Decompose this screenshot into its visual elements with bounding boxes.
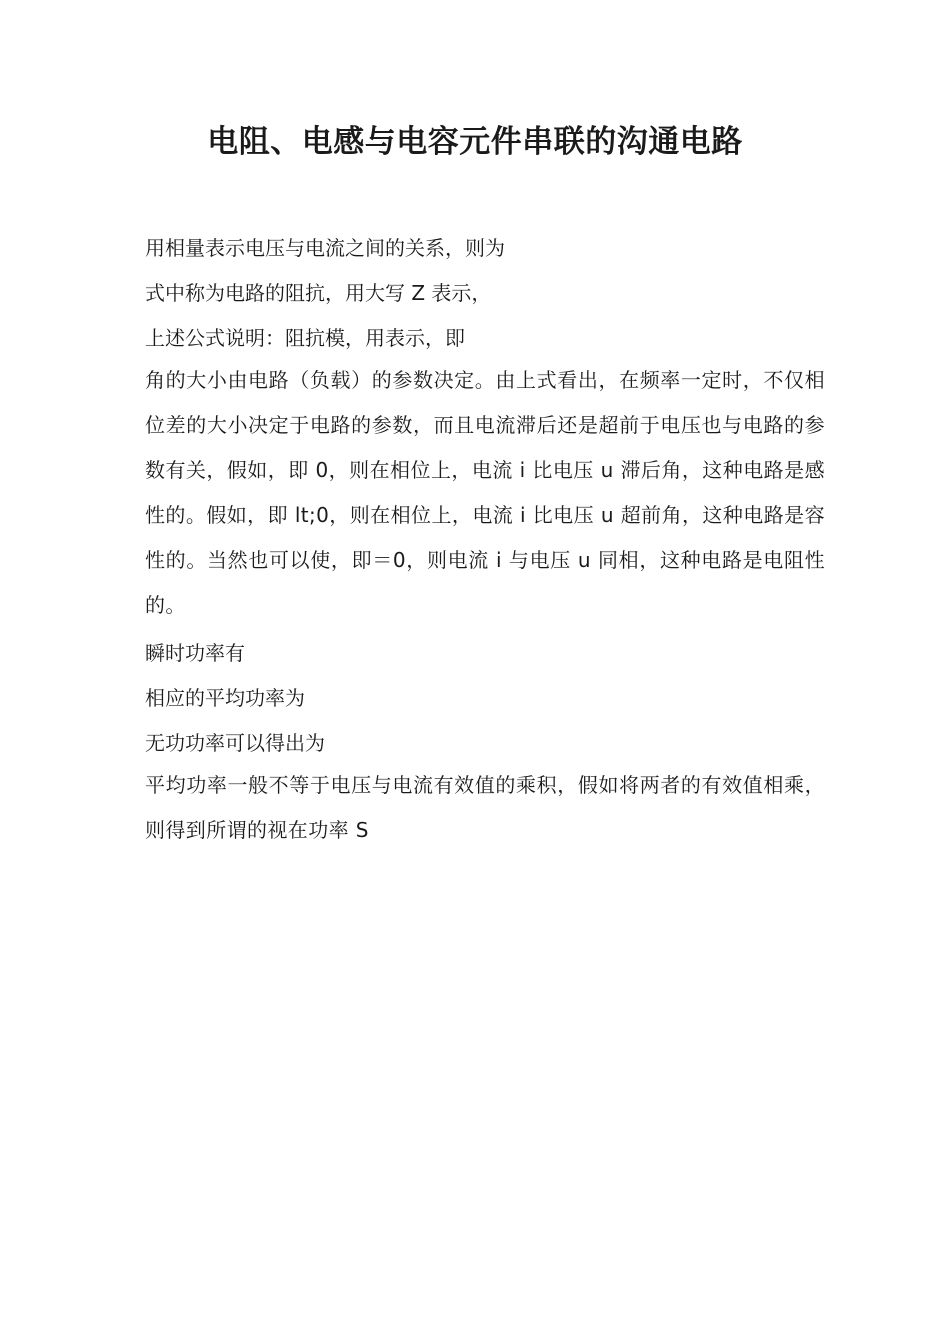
document-body	[145, 228, 825, 853]
paragraph-phase-angle: 角的大小由电路（负载）的参数决定。由上式看出，在频率一定时，不仅相位差的大小决定于电路的参数，而且电流滞后还是超前于电压也与电路的参数有关，假如，即 0，则在相位上，电流 i 比电压 u 滞后角，这种电路是感性的。假如，即 lt;0，则在相位上，电流 i 比电压 u 超前角，这种电路是容性的。当然也可以使，即＝0，则电流 i 与电压 u 同相，这种电路是电阻性的。	[145, 368, 825, 617]
text-line-instant-power: 瞬时功率有	[145, 641, 245, 665]
text-line-impedance-modulus: 上述公式说明：阻抗模，用表示，即	[145, 326, 465, 350]
paragraph-apparent-power: 平均功率一般不等于电压与电流有效值的乘积，假如将两者的有效值相乘，则得到所谓的视在功率 S	[145, 773, 825, 842]
text-line-relation: 用相量表示电压与电流之间的关系，则为	[145, 236, 505, 260]
text-line-average-power: 相应的平均功率为	[145, 686, 305, 710]
document-title: 电阻、电感与电容元件串联的沟通电路	[207, 124, 743, 160]
text-line-impedance: 式中称为电路的阻抗，用大写 Z 表示，	[145, 281, 492, 305]
text-line-reactive-power: 无功功率可以得出为	[145, 731, 325, 755]
